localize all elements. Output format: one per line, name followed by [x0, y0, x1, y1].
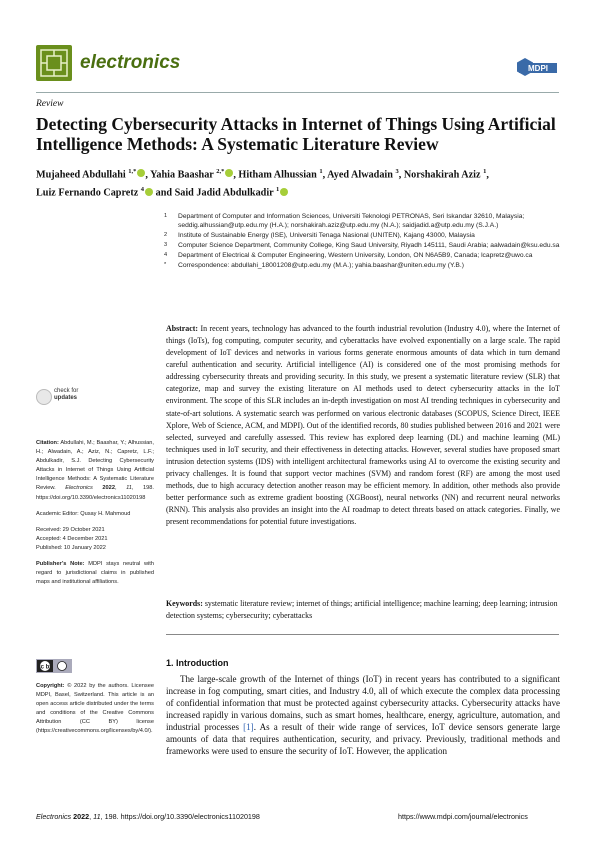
check-updates-label-bold[interactable]: updates — [54, 395, 78, 401]
affiliation-item: 3 Computer Science Department, Community College, King Saud University, Riyadh 145111, Saudi Arabia; aalwadain@ksu.edu.sa — [164, 242, 560, 250]
page-title: Detecting Cybersecurity Attacks in Internet of Things Using Artificial Intelligence Methods: A Systematic Literature Review — [36, 114, 556, 154]
author-name[interactable]: Norshakirah Aziz — [403, 169, 481, 181]
header-rule — [36, 92, 559, 93]
author-list: Mujaheed Abdullahi $^{1,*}$ , Yahia Baashar $^{2,*}$ , Hitham Alhussian $^1$, Ayed Alwadain $^3$, Norshakirah Aziz $^1$, Luiz Fernando Capretz $^4$ and Said Jadid Abdulkadir $^1$ — [36, 168, 489, 199]
author-name[interactable]: Said Jadid Abdulkadir — [174, 187, 274, 199]
affiliation-item: 2 Institute of Sustainable Energy (ISE), Universiti Tenaga Nasional (UNITEN), Kajang 43000, Malaysia — [164, 232, 475, 240]
svg-text:MDPI: MDPI — [528, 64, 548, 73]
affiliation-item: 4 Department of Electrical & Computer Engineering, Western University, London, ON N6A5B9, Canada; lcapretz@uwo.ca — [164, 252, 533, 260]
keywords-text: systematic literature review; internet of things; artificial intelligence; machine learning; deep learning; intrusion detection systems; cybersecurity; cyberattacks — [166, 599, 558, 620]
article-info-sidebar — [36, 439, 154, 594]
abstract-text: In recent years, technology has advanced to the fourth industrial revolution (Industry 4.0), where the Internet of things (IoTs), fog computing, computer security, and cyberattacks have evolved exponentially on a large scale. The rapid development of IoT devices and networks in various forms generate enormous amounts of data which in turn demand careful authentication and security. Artificial intelligence (AI) is considered one of the most promising methods for addressing cybersecurity threats and providing security. In this study, we present a systematic literature review (SLR) that categorize, map and survey the existing literature on AI methods used to detect cybersecurity attacks in the IoT environment. The scope of this SLR includes an in-depth investigation on most AI trending techniques in cybersecurity and state-of-art solutions. A systematic search was performed on various electronic databases (SCOPUS, Science Direct, IEEE Xplore, Web of Science, ACM, and MDPI). Out of the identified records, 80 studies published between 2016 and 2021 were selected, surveyed and carefully assessed. This review has explored deep learning (DL) and machine learning (ML) techniques used in IoT security, and their effectiveness in detecting attacks. However, several studies have proposed smart intrusion detection systems (IDS) with intelligent architectural frameworks using AI to overcome the existing security and privacy challenges. It is found that support vector machines (SVM) and random forest (RF) are among the most used methods, due to high accuracy detection another reason may be efficient memory. In addition, other methods also provide better performance such as extreme gradient boosting (XGBoost), neural networks (NN) and recurrent neural networks (RNN). This analysis also provides an insight into the AI roadmap to detect threats based on attack categories. Finally, we present recommendations for potential future investigations. — [166, 324, 560, 527]
citation-block: Citation: Abdullahi, M.; Baashar, Y.; Alhussian, H.; Alwadain, A.; Aziz, N.; Capretz, L.F.; Abdulkadir, S.J. Detecting Cybersecurity Attacks in Internet of Things Using Artificial Intelligence Methods: A Systematic Literature Review. Electronics 2022, 11, 198. https://doi.org/10.3390/electronics11020198 — [36, 440, 154, 501]
cc-license-icon[interactable] — [36, 659, 72, 673]
svg-text:cc by: cc by — [37, 664, 53, 671]
accepted-date: Accepted: 4 December 2021 — [36, 535, 108, 542]
doc-type: Review — [36, 99, 64, 109]
keywords-label: Keywords: — [166, 599, 203, 608]
section-heading: 1. Introduction — [166, 658, 229, 668]
abstract — [166, 323, 560, 528]
affiliations — [164, 212, 564, 271]
academic-editor: Academic Editor: Qusay H. Mahmoud — [36, 510, 131, 517]
journal-logo-icon — [36, 45, 72, 81]
author-name[interactable]: Yahia Baashar — [150, 169, 214, 181]
affiliation-item: * Correspondence: abdullahi_18001208@utp.edu.my (M.A.); yahia.baashar@uniten.edu.my (Y.B.) — [164, 262, 464, 270]
orcid-icon[interactable] — [280, 188, 288, 196]
affiliation-item: 1 Department of Computer and Information Sciences, Universiti Teknologi PETRONAS, Seri Iskandar 32610, Malaysia; seddig.alhussian@utp.edu.my (H.A.); norshakirah.aziz@utp.edu.my (N.A.); saidjadid.a@utp.edu.my (S.J.A.) — [164, 213, 525, 230]
received-date: Received: 29 October 2021 — [36, 526, 105, 533]
orcid-icon[interactable] — [137, 169, 145, 177]
published-date: Published: 10 January 2022 — [36, 544, 106, 551]
section-divider — [166, 634, 559, 635]
check-updates-icon[interactable] — [36, 389, 52, 405]
check-updates-label[interactable]: check for — [54, 388, 79, 394]
keywords — [166, 598, 560, 622]
intro-body: The large-scale growth of the Internet of things (IoT) in recent years has contributed to a significant increase in fog computing, smart cities, and Industry 4.0, all of which execute the complex data processing of confidential information that must be protected against cybersecurity attacks. Cybersecurity attacks have increased rapidly in various domains, such as smart homes, healthcare, energy, agriculture, automation, and industrial processes [1]. As a result of their wide range of services, IoT device sensors generate large amounts of data that requires authentication, security, and privacy. Previously, traditional methods and frameworks were used to ensure the security of IoT. However, the application — [166, 674, 560, 757]
abstract-label: Abstract: — [166, 324, 198, 333]
footer-citation: Electronics 2022, 11, 198. https://doi.org/10.3390/electronics11020198 — [36, 812, 260, 821]
orcid-icon[interactable] — [225, 169, 233, 177]
copyright-notice: Copyright: © 2022 by the authors. Licensee MDPI, Basel, Switzerland. This article is an open access article distributed under the terms and conditions of the Creative Commons Attribution (CC BY) license (https://creativecommons.org/licenses/by/4.0/). — [36, 683, 154, 735]
author-name[interactable]: Hitham Alhussian — [238, 169, 317, 181]
orcid-icon[interactable] — [145, 188, 153, 196]
author-name[interactable]: Mujaheed Abdullahi — [36, 169, 126, 181]
author-name[interactable]: Ayed Alwadain — [327, 169, 393, 181]
journal-name: electronics — [80, 52, 181, 73]
mdpi-logo-icon — [517, 58, 557, 78]
footer-journal-url[interactable]: https://www.mdpi.com/journal/electronics — [398, 812, 528, 821]
author-name[interactable]: Luiz Fernando Capretz — [36, 187, 139, 199]
citation-link[interactable]: [1] — [243, 722, 254, 733]
publisher-note: Publisher’s Note: MDPI stays neutral with regard to jurisdictional claims in published maps and institutional affiliations. — [36, 561, 154, 586]
